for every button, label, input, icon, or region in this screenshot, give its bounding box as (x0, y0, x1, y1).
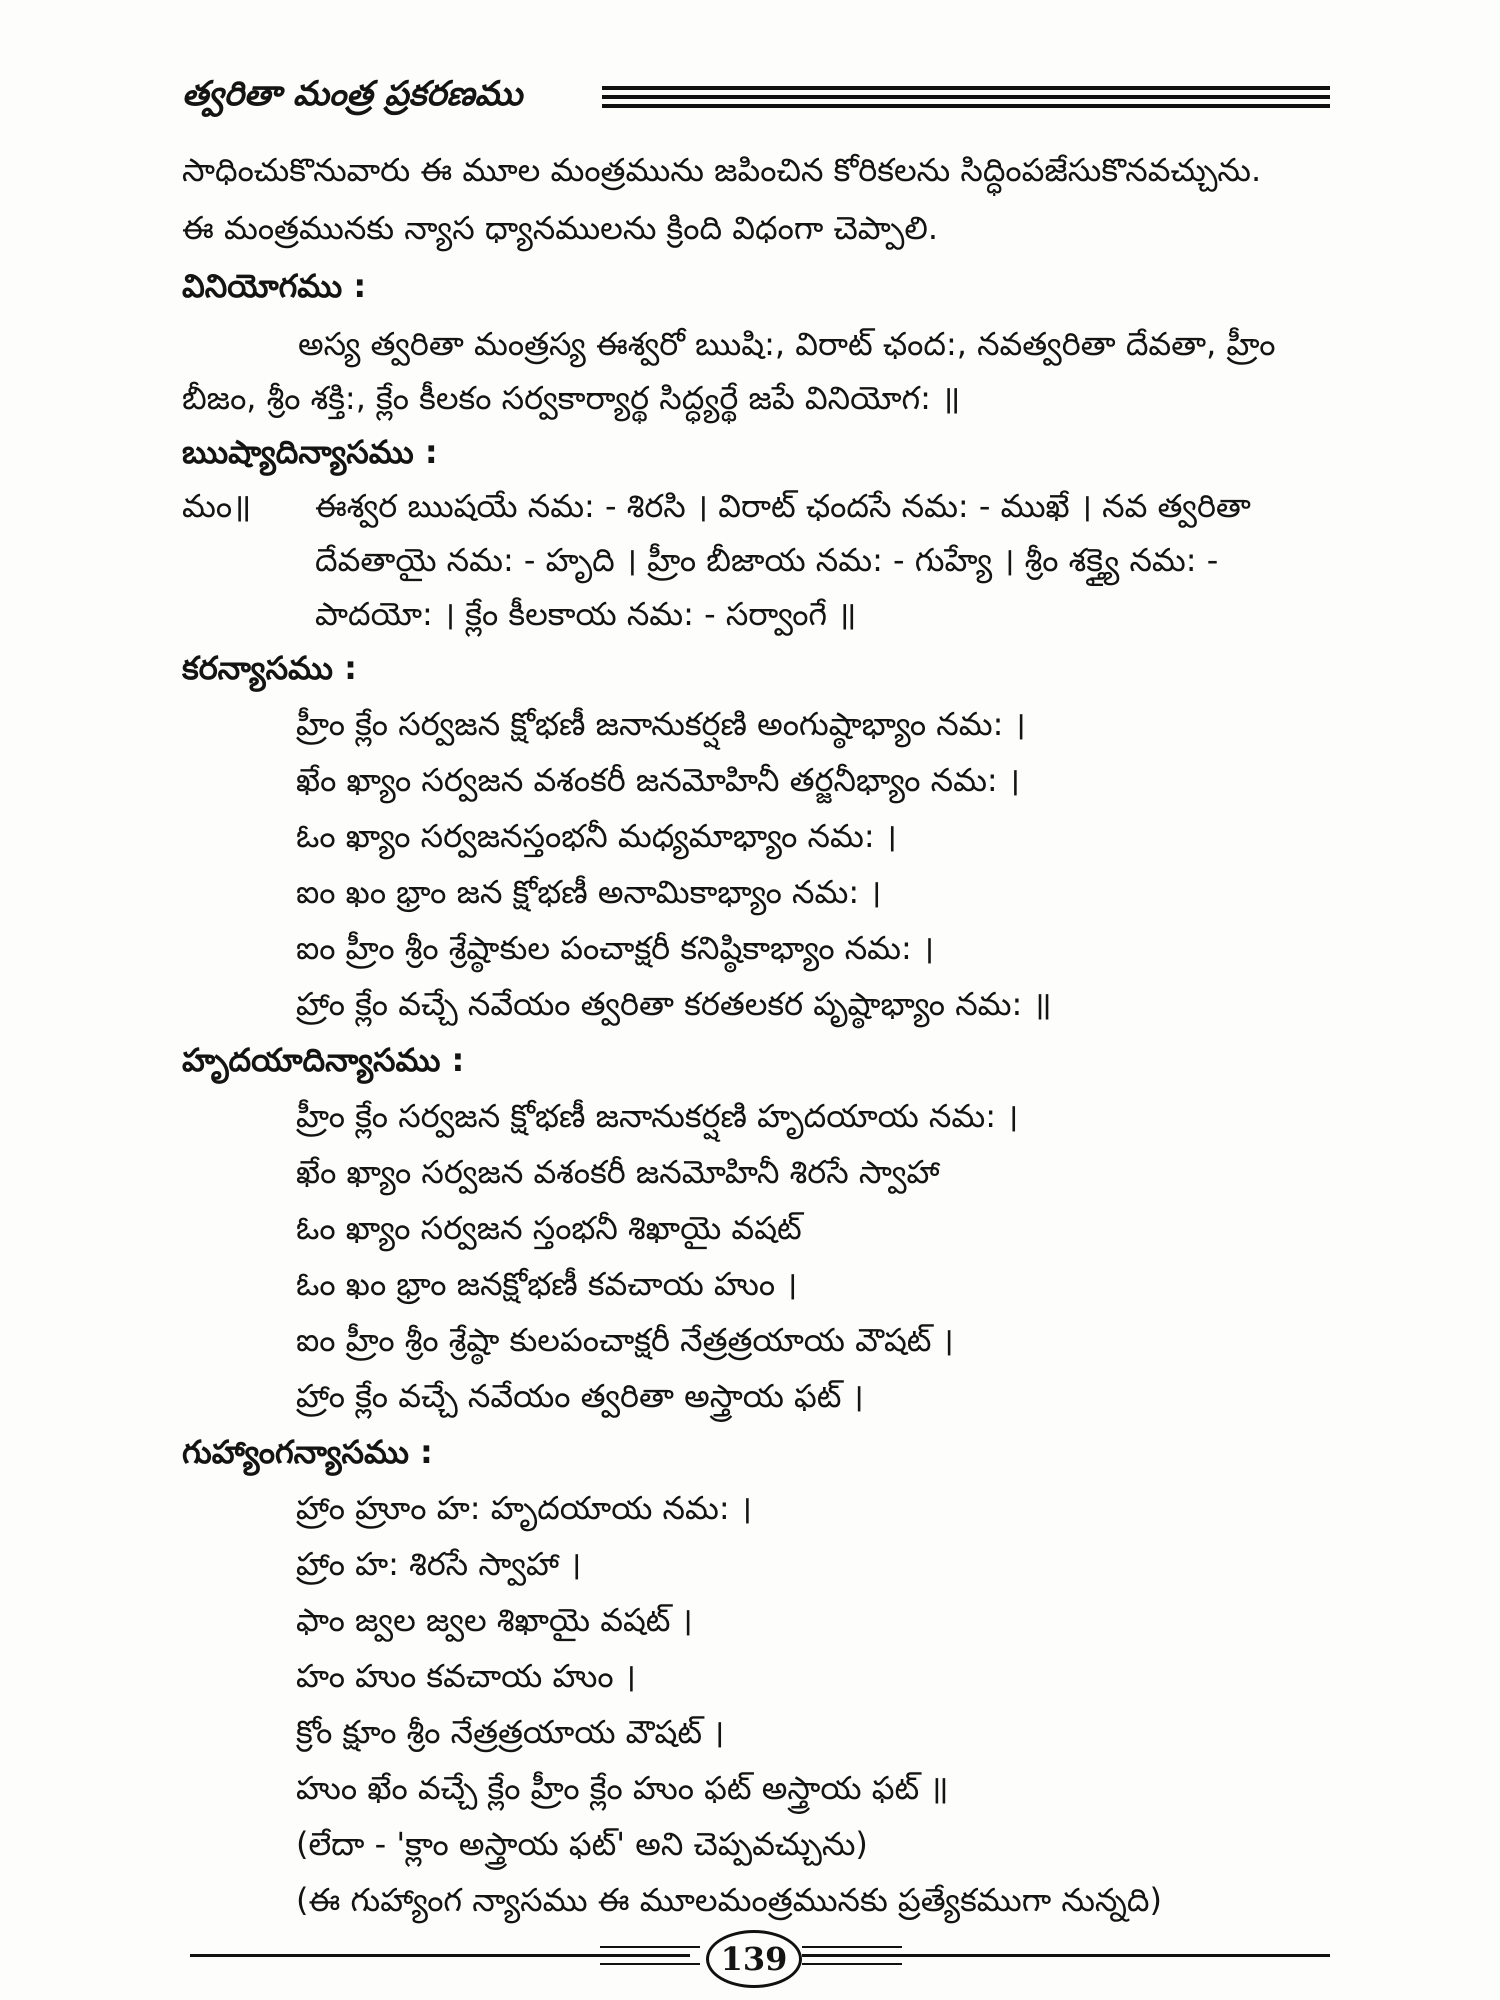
footer-rule-right-accent (802, 1946, 902, 1948)
page-number: 139 (706, 1930, 802, 1988)
guhyanga-line: హ్రాం హ: శిరసే స్వాహా । (296, 1545, 582, 1583)
rishyadi-line: ఈశ్వర ఋషయే నమ: - శిరసి । విరాట్ ఛందసే నమ: - ముఖే । నవ త్వరితా (315, 487, 1251, 525)
footer-rule-right (802, 1954, 1330, 1957)
section-heading-karanyasa: కరన్యాసము : (182, 649, 357, 687)
footer-rule-left (190, 1954, 690, 1957)
guhyanga-line: హం హుం కవచాయ హుం । (296, 1657, 636, 1695)
viniyogam-line: బీజం, శ్రీం శక్తి:, క్లేం కీలకం సర్వకార్యార్థ సిద్ధ్యర్థే జపే వినియోగ: ॥ (182, 379, 961, 417)
section-heading-viniyogam: వినియోగము : (182, 267, 367, 305)
karanyasa-line: హ్రీం క్లేం సర్వజన క్షోభణీ జనానుకర్షణి అంగుష్ఠాభ్యాం నమ: । (296, 705, 1026, 743)
guhyanga-note: (లేదా - 'క్లాం అస్త్రాయ ఫట్' అని చెప్పవచ్చును) (296, 1825, 868, 1863)
rishyadi-line: పాదయో: । క్లేం కీలకాయ నమ: - సర్వాంగే ॥ (315, 595, 857, 633)
mantra-prefix: మం॥ (182, 487, 252, 525)
karanyasa-line: ఓం ఖ్యాం సర్వజనస్తంభనీ మధ్యమాభ్యాం నమ: । (296, 817, 897, 855)
hrudayadi-line: ఓం ఖ్యాం సర్వజన స్తంభనీ శిఖాయై వషట్ (296, 1209, 802, 1247)
guhyanga-line: క్రోం క్షూం శ్రీం నేత్రత్రయాయ వౌషట్ । (296, 1713, 725, 1751)
hrudayadi-line: ఐం హ్రీం శ్రీం శ్రేష్ఠా కులపంచాక్షరీ నేత్రత్రయాయ వౌషట్ । (296, 1321, 954, 1359)
chapter-title: త్వరితా మంత్ర ప్రకరణము (182, 74, 523, 114)
rishyadi-line: దేవతాయై నమ: - హృది । హ్రీం బీజాయ నమ: - గుహ్యే । శ్రీం శక్త్యై నమ: - (315, 541, 1219, 579)
page-footer (190, 1930, 1330, 1990)
guhyanga-line: హుం ఖేం వచ్చే క్లేం హ్రీం క్లేం హుం ఫట్ అస్త్రాయ ఫట్ ॥ (296, 1769, 949, 1807)
guhyanga-line: హ్రాం హ్రూం హ: హృదయాయ నమ: । (296, 1489, 752, 1527)
karanyasa-line: హ్రాం క్లేం వచ్చే నవేయం త్వరితా కరతలకర పృష్ఠాభ్యాం నమ: ॥ (296, 985, 1052, 1023)
karanyasa-line: ఐం హ్రీం శ్రీం శ్రేష్ఠాకుల పంచాక్షరీ కనిష్ఠికాభ్యాం నమ: । (296, 929, 935, 967)
karanyasa-line: ఐం ఖం భ్రాం జన క్షోభణీ అనామికాభ్యాం నమ: । (296, 873, 882, 911)
footer-rule-right-accent (802, 1963, 902, 1965)
header-rule (602, 86, 1330, 112)
intro-line: ఈ మంత్రమునకు న్యాస ధ్యానములను క్రింది విధంగా చెప్పాలి. (182, 209, 939, 247)
guhyanga-line: ఫాం జ్వల జ్వల శిఖాయై వషట్ । (296, 1601, 693, 1639)
section-heading-hrudayadi: హృదయాదిన్యాసము : (182, 1041, 465, 1079)
section-heading-guhyanga: గుహ్యాంగన్యాసము : (182, 1433, 433, 1471)
intro-line: సాధించుకొనువారు ఈ మూల మంత్రమును జపించిన కోరికలను సిద్ధింపజేసుకొనవచ్చును. (182, 151, 1262, 189)
hrudayadi-line: ఓం ఖం భ్రాం జనక్షోభణీ కవచాయ హుం । (296, 1265, 798, 1303)
viniyogam-line: అస్య త్వరితా మంత్రస్య ఈశ్వరో ఋషి:, విరాట్ ఛంద:, నవత్వరితా దేవతా, హ్రీం (298, 325, 1276, 363)
footer-rule-left-accent (600, 1963, 700, 1965)
hrudayadi-line: హ్రాం క్లేం వచ్చే నవేయం త్వరితా అస్త్రాయ ఫట్ । (296, 1377, 864, 1415)
hrudayadi-line: హ్రీం క్లేం సర్వజన క్షోభణీ జనానుకర్షణి హృదయాయ నమ: । (296, 1097, 1019, 1135)
section-heading-rishyadi: ఋష్యాదిన్యాసము : (182, 433, 438, 471)
running-header (182, 66, 1330, 126)
hrudayadi-line: ఖేం ఖ్యాం సర్వజన వశంకరీ జనమోహినీ శిరసే స్వాహా (296, 1153, 940, 1191)
karanyasa-line: ఖేం ఖ్యాం సర్వజన వశంకరీ జనమోహినీ తర్జనీభ్యాం నమ: । (296, 761, 1021, 799)
guhyanga-note: (ఈ గుహ్యాంగ న్యాసము ఈ మూలమంత్రమునకు ప్రత్యేకముగా నున్నది) (296, 1881, 1162, 1919)
footer-rule-left-accent (600, 1946, 700, 1948)
